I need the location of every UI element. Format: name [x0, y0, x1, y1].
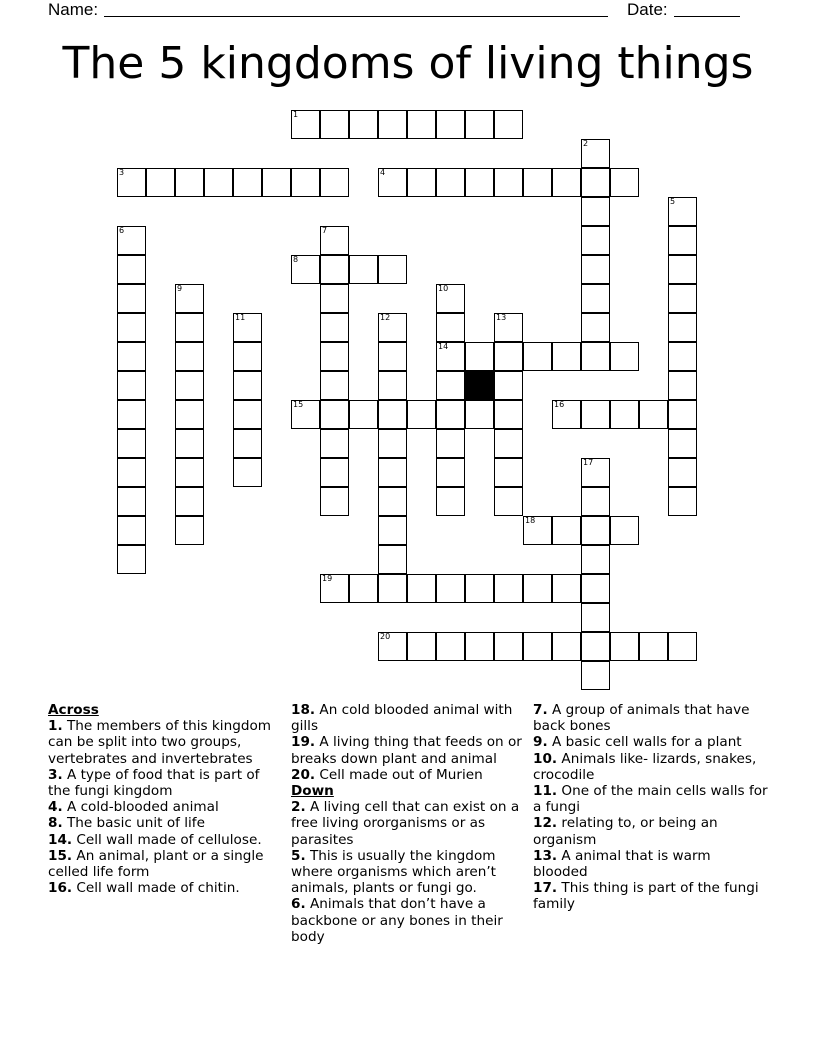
grid-cell[interactable] — [407, 400, 436, 429]
clue-item — [533, 734, 769, 750]
grid-cell[interactable] — [175, 371, 204, 400]
grid-cell[interactable] — [581, 487, 610, 516]
clues-column-3 — [533, 702, 769, 913]
cell-number: 13 — [496, 313, 507, 322]
grid-cell[interactable] — [668, 632, 697, 661]
grid-cell[interactable] — [320, 313, 349, 342]
grid-cell[interactable] — [581, 139, 610, 168]
grid-cell[interactable] — [320, 574, 349, 603]
clue-item — [291, 702, 527, 734]
grid-cell[interactable] — [581, 342, 610, 371]
clue-text: A group of animals that have back bones — [533, 702, 750, 735]
grid-cell[interactable] — [465, 168, 494, 197]
clue-item — [48, 848, 284, 880]
grid-cell[interactable] — [610, 400, 639, 429]
cell-number: 17 — [583, 458, 594, 467]
grid-cell[interactable] — [465, 632, 494, 661]
grid-cell[interactable] — [117, 371, 146, 400]
grid-cell[interactable] — [436, 313, 465, 342]
grid-cell[interactable] — [581, 516, 610, 545]
clue-number: 19. — [291, 734, 316, 751]
clue-text: This is usually the kingdom where organisms which aren’t animals, plants or fungi go. — [291, 847, 496, 897]
grid-cell[interactable] — [378, 168, 407, 197]
grid-cell[interactable] — [552, 168, 581, 197]
clue-number: 9. — [533, 734, 548, 751]
grid-cell[interactable] — [465, 342, 494, 371]
clue-text: The members of this kingdom can be split into two groups, vertebrates and invertebrates — [48, 718, 272, 767]
grid-cell[interactable] — [552, 632, 581, 661]
grid-cell[interactable] — [494, 110, 523, 139]
grid-cell[interactable] — [291, 400, 320, 429]
grid-cell[interactable] — [581, 197, 610, 226]
grid-cell[interactable] — [668, 371, 697, 400]
cell-number: 6 — [119, 226, 125, 235]
grid-cell[interactable] — [436, 371, 465, 400]
grid-cell[interactable] — [494, 458, 523, 487]
grid-cell[interactable] — [668, 197, 697, 226]
grid-cell[interactable] — [378, 313, 407, 342]
grid-cell[interactable] — [494, 313, 523, 342]
clue-item — [48, 880, 284, 896]
clue-text: A living cell that can exist on a free living ororganisms or as parasites — [291, 799, 520, 848]
grid-cell[interactable] — [552, 574, 581, 603]
grid-cell[interactable] — [320, 342, 349, 371]
clue-text: Cell wall made of chitin. — [72, 880, 240, 897]
grid-cell[interactable] — [349, 255, 378, 284]
grid-cell[interactable] — [436, 574, 465, 603]
grid-cell[interactable] — [668, 226, 697, 255]
clue-item — [291, 799, 527, 848]
clue-text: This thing is part of the fungi family — [533, 880, 759, 913]
grid-cell[interactable] — [668, 255, 697, 284]
grid-cell[interactable] — [175, 458, 204, 487]
grid-cell[interactable] — [175, 168, 204, 197]
grid-cell[interactable] — [233, 429, 262, 458]
grid-cell[interactable] — [407, 574, 436, 603]
cell-number: 5 — [670, 197, 676, 206]
grid-cell[interactable] — [523, 168, 552, 197]
grid-cell[interactable] — [668, 400, 697, 429]
clue-item — [533, 751, 769, 783]
grid-cell[interactable] — [494, 429, 523, 458]
grid-cell[interactable] — [320, 226, 349, 255]
clue-text: A animal that is warm blooded — [533, 847, 711, 881]
clue-number: 10. — [533, 750, 558, 767]
cell-number: 15 — [293, 400, 304, 409]
clue-text: A basic cell walls for a plant — [547, 734, 742, 751]
grid-cell[interactable] — [262, 168, 291, 197]
clue-item — [533, 702, 769, 734]
date-field[interactable] — [674, 0, 740, 17]
cell-number: 4 — [380, 168, 386, 177]
grid-cell[interactable] — [320, 487, 349, 516]
grid-cell[interactable] — [523, 342, 552, 371]
clue-text: Animals that don’t have a backbone or any bones in their body — [291, 896, 503, 945]
grid-cell[interactable] — [494, 632, 523, 661]
cell-number: 9 — [177, 284, 183, 293]
grid-cell[interactable] — [117, 313, 146, 342]
clue-number: 7. — [533, 702, 548, 718]
cell-number: 14 — [438, 342, 449, 351]
grid-cell[interactable] — [436, 400, 465, 429]
cell-number: 10 — [438, 284, 449, 293]
grid-cell[interactable] — [581, 603, 610, 632]
grid-cell[interactable] — [320, 371, 349, 400]
grid-cell[interactable] — [494, 168, 523, 197]
clue-item — [48, 799, 284, 815]
grid-cell[interactable] — [117, 168, 146, 197]
grid-cell[interactable] — [668, 487, 697, 516]
grid-cell[interactable] — [436, 429, 465, 458]
grid-cell[interactable] — [349, 400, 378, 429]
grid-cell[interactable] — [581, 313, 610, 342]
grid-cell[interactable] — [233, 400, 262, 429]
clue-number: 12. — [533, 815, 558, 832]
grid-cell[interactable] — [581, 458, 610, 487]
grid-cell[interactable] — [117, 487, 146, 516]
grid-cell[interactable] — [407, 632, 436, 661]
grid-cell[interactable] — [436, 168, 465, 197]
grid-cell[interactable] — [233, 313, 262, 342]
grid-cell[interactable] — [175, 516, 204, 545]
grid-cell[interactable] — [407, 110, 436, 139]
grid-cell[interactable] — [378, 429, 407, 458]
clue-text: relating to, or being an organism — [533, 815, 718, 848]
down-heading: Down — [291, 783, 334, 800]
clue-number: 18. — [291, 702, 316, 718]
clue-item — [533, 783, 769, 815]
grid-cell[interactable] — [378, 516, 407, 545]
clue-item — [48, 815, 284, 831]
across-heading: Across — [48, 702, 99, 718]
grid-cell[interactable] — [117, 284, 146, 313]
grid-cell[interactable] — [581, 545, 610, 574]
clue-number: 2. — [291, 799, 306, 816]
grid-cell[interactable] — [378, 458, 407, 487]
grid-cell[interactable] — [581, 168, 610, 197]
clue-number: 20. — [291, 766, 316, 783]
grid-cell[interactable] — [465, 400, 494, 429]
grid-cell[interactable] — [610, 342, 639, 371]
grid-cell[interactable] — [668, 342, 697, 371]
clue-number: 14. — [48, 831, 73, 848]
clue-item — [48, 767, 284, 799]
grid-cell[interactable] — [668, 313, 697, 342]
grid-cell[interactable] — [117, 342, 146, 371]
grid-cell[interactable] — [117, 516, 146, 545]
clue-text: An animal, plant or a single celled life form — [48, 847, 264, 881]
grid-cell[interactable] — [639, 632, 668, 661]
clue-item — [291, 896, 527, 945]
grid-block-cell — [465, 371, 494, 400]
clue-number: 16. — [48, 880, 73, 897]
cell-number: 8 — [293, 255, 299, 264]
cell-number: 19 — [322, 574, 333, 583]
grid-cell[interactable] — [117, 545, 146, 574]
clue-text: Cell wall made of cellulose. — [72, 831, 262, 848]
clue-item — [533, 880, 769, 912]
cell-number: 1 — [293, 110, 299, 119]
clue-text: Animals like- lizards, snakes, crocodile — [533, 750, 757, 783]
grid-cell[interactable] — [581, 226, 610, 255]
clue-text: A type of food that is part of the fungi kingdom — [48, 766, 260, 800]
grid-cell[interactable] — [175, 342, 204, 371]
clue-text: A living thing that feeds on or breaks down plant and animal — [291, 734, 522, 767]
clue-number: 6. — [291, 896, 306, 913]
cell-number: 16 — [554, 400, 565, 409]
grid-cell[interactable] — [146, 168, 175, 197]
grid-cell[interactable] — [117, 458, 146, 487]
grid-cell[interactable] — [320, 110, 349, 139]
grid-cell[interactable] — [117, 429, 146, 458]
grid-cell[interactable] — [639, 400, 668, 429]
grid-cell[interactable] — [233, 371, 262, 400]
clue-number: 8. — [48, 815, 63, 832]
grid-cell[interactable] — [407, 168, 436, 197]
clue-item — [291, 848, 527, 897]
grid-cell[interactable] — [175, 284, 204, 313]
grid-cell[interactable] — [117, 255, 146, 284]
grid-cell[interactable] — [378, 632, 407, 661]
clue-item — [48, 718, 284, 767]
clue-item — [291, 734, 527, 766]
grid-cell[interactable] — [291, 168, 320, 197]
grid-cell[interactable] — [320, 458, 349, 487]
grid-cell[interactable] — [320, 168, 349, 197]
grid-cell[interactable] — [436, 284, 465, 313]
clue-number: 3. — [48, 766, 63, 783]
clue-text: The basic unit of life — [62, 815, 205, 832]
grid-cell[interactable] — [581, 574, 610, 603]
grid-cell[interactable] — [349, 574, 378, 603]
grid-cell[interactable] — [436, 487, 465, 516]
grid-cell[interactable] — [552, 400, 581, 429]
clue-item — [48, 832, 284, 848]
cell-number: 20 — [380, 632, 391, 641]
grid-cell[interactable] — [610, 168, 639, 197]
grid-cell[interactable] — [233, 168, 262, 197]
clue-item — [533, 815, 769, 847]
grid-cell[interactable] — [175, 429, 204, 458]
grid-cell[interactable] — [320, 255, 349, 284]
grid-cell[interactable] — [349, 110, 378, 139]
clue-text: Cell made out of Murien — [315, 766, 483, 783]
grid-cell[interactable] — [117, 226, 146, 255]
grid-cell[interactable] — [436, 342, 465, 371]
grid-cell[interactable] — [581, 400, 610, 429]
grid-cell[interactable] — [610, 632, 639, 661]
grid-cell[interactable] — [291, 255, 320, 284]
clues-column-1 — [48, 702, 284, 896]
name-field[interactable] — [104, 0, 608, 17]
grid-cell[interactable] — [581, 661, 610, 690]
grid-cell[interactable] — [523, 516, 552, 545]
clue-item — [291, 767, 527, 783]
clue-number: 1. — [48, 718, 63, 735]
grid-cell[interactable] — [378, 545, 407, 574]
grid-cell[interactable] — [668, 284, 697, 313]
cell-number: 18 — [525, 516, 536, 525]
grid-cell[interactable] — [436, 110, 465, 139]
clue-text: A cold-blooded animal — [62, 799, 219, 816]
grid-cell[interactable] — [378, 574, 407, 603]
grid-cell[interactable] — [320, 284, 349, 313]
grid-cell[interactable] — [552, 516, 581, 545]
grid-cell[interactable] — [436, 458, 465, 487]
cell-number: 7 — [322, 226, 328, 235]
name-label: Name: — [48, 0, 99, 19]
cell-number: 12 — [380, 313, 391, 322]
grid-cell[interactable] — [233, 342, 262, 371]
cell-number: 11 — [235, 313, 246, 322]
grid-cell[interactable] — [494, 342, 523, 371]
grid-cell[interactable] — [291, 110, 320, 139]
page-title: The 5 kingdoms of living things — [62, 38, 754, 89]
grid-cell[interactable] — [204, 168, 233, 197]
grid-cell[interactable] — [378, 487, 407, 516]
grid-cell[interactable] — [233, 458, 262, 487]
grid-cell[interactable] — [523, 632, 552, 661]
grid-cell[interactable] — [494, 574, 523, 603]
clue-number: 5. — [291, 847, 306, 864]
grid-cell[interactable] — [494, 371, 523, 400]
clue-item — [533, 848, 769, 880]
grid-cell[interactable] — [494, 400, 523, 429]
clues-column-2 — [291, 702, 527, 945]
grid-cell[interactable] — [175, 400, 204, 429]
grid-cell[interactable] — [581, 284, 610, 313]
grid-cell[interactable] — [465, 110, 494, 139]
grid-cell[interactable] — [610, 516, 639, 545]
clue-number: 13. — [533, 847, 558, 864]
grid-cell[interactable] — [378, 110, 407, 139]
clue-number: 17. — [533, 880, 558, 897]
grid-cell[interactable] — [436, 632, 465, 661]
grid-cell[interactable] — [378, 400, 407, 429]
grid-cell[interactable] — [668, 458, 697, 487]
grid-cell[interactable] — [523, 574, 552, 603]
cell-number: 2 — [583, 139, 589, 148]
grid-cell[interactable] — [117, 400, 146, 429]
clue-number: 11. — [533, 783, 558, 800]
grid-cell[interactable] — [668, 429, 697, 458]
grid-cell[interactable] — [465, 574, 494, 603]
grid-cell[interactable] — [378, 342, 407, 371]
cell-number: 3 — [119, 168, 125, 177]
grid-cell[interactable] — [581, 255, 610, 284]
grid-cell[interactable] — [175, 313, 204, 342]
grid-cell[interactable] — [494, 487, 523, 516]
grid-cell[interactable] — [175, 487, 204, 516]
clue-number: 15. — [48, 847, 73, 864]
grid-cell[interactable] — [320, 400, 349, 429]
grid-cell[interactable] — [552, 342, 581, 371]
grid-cell[interactable] — [378, 371, 407, 400]
clue-number: 4. — [48, 799, 63, 816]
date-label: Date: — [627, 0, 668, 19]
grid-cell[interactable] — [378, 255, 407, 284]
clue-text: An cold blooded animal with gills — [291, 702, 513, 735]
clue-text: One of the main cells walls for a fungi — [533, 783, 768, 816]
grid-cell[interactable] — [320, 429, 349, 458]
grid-cell[interactable] — [581, 632, 610, 661]
